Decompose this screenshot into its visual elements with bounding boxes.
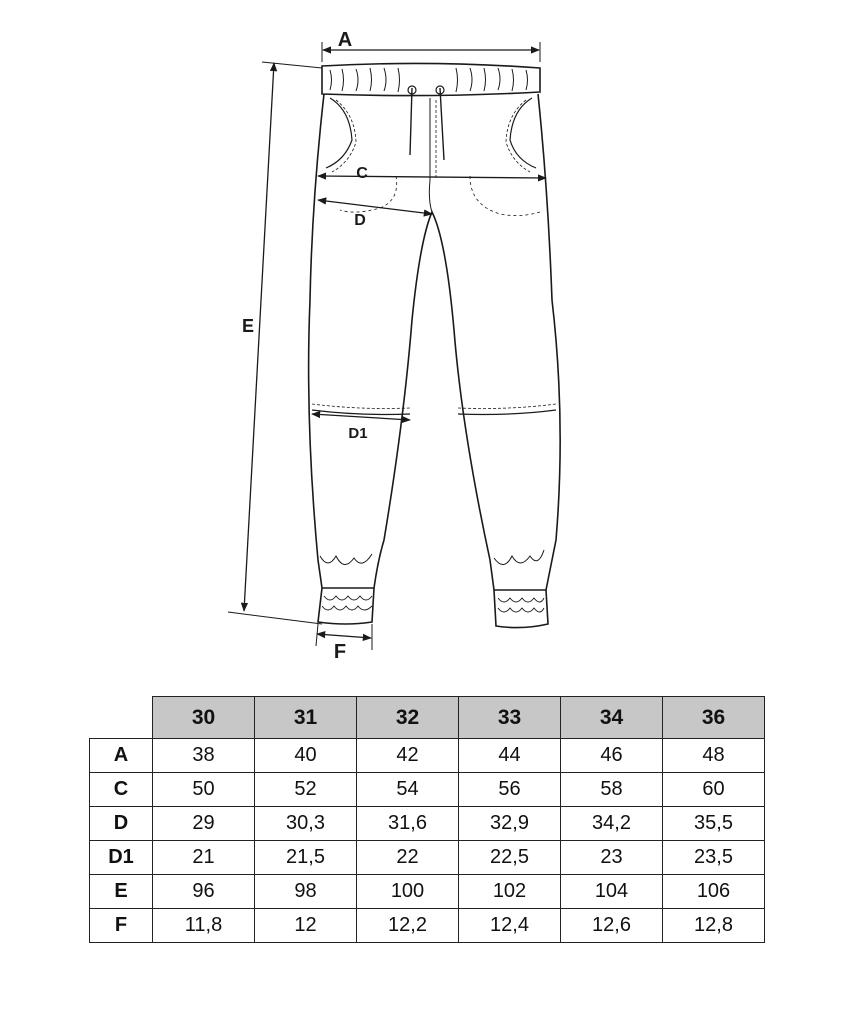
table-cell: 29 [153, 807, 255, 841]
label-a: A [337, 29, 353, 51]
table-cell: 56 [459, 773, 561, 807]
size-header-31: 31 [255, 697, 357, 739]
row-label: A [90, 739, 153, 773]
pants-outline [309, 63, 561, 627]
table-cell: 96 [153, 875, 255, 909]
table-cell: 106 [663, 875, 765, 909]
table-cell: 98 [255, 875, 357, 909]
label-f: F [333, 641, 347, 663]
table-row [90, 773, 765, 807]
table-row [90, 739, 765, 773]
table-cell: 12,8 [663, 909, 765, 943]
size-header-33: 33 [459, 697, 561, 739]
table-cell: 104 [561, 875, 663, 909]
table-cell: 58 [561, 773, 663, 807]
table-cell: 42 [357, 739, 459, 773]
table-row [90, 807, 765, 841]
table-cell: 23 [561, 841, 663, 875]
table-cell: 12 [255, 909, 357, 943]
table-corner [90, 697, 153, 739]
table-cell: 60 [663, 773, 765, 807]
table-cell: 32,9 [459, 807, 561, 841]
table-cell: 23,5 [663, 841, 765, 875]
label-d1: D1 [348, 425, 368, 442]
table-cell: 34,2 [561, 807, 663, 841]
table-row [90, 909, 765, 943]
table-cell: 46 [561, 739, 663, 773]
table-cell: 38 [153, 739, 255, 773]
row-label: E [90, 875, 153, 909]
table-cell: 54 [357, 773, 459, 807]
size-header-30: 30 [153, 697, 255, 739]
table-cell: 35,5 [663, 807, 765, 841]
measurement-lines [228, 42, 546, 650]
row-label: D1 [90, 841, 153, 875]
size-header-34: 34 [561, 697, 663, 739]
size-header-36: 36 [663, 697, 765, 739]
label-e: E [241, 316, 255, 336]
size-header-row [90, 697, 765, 739]
table-cell: 12,6 [561, 909, 663, 943]
table-cell: 40 [255, 739, 357, 773]
table-row [90, 841, 765, 875]
table-cell: 44 [459, 739, 561, 773]
label-c: C [356, 165, 368, 182]
table-cell: 12,4 [459, 909, 561, 943]
table-cell: 22,5 [459, 841, 561, 875]
row-label: D [90, 807, 153, 841]
label-d: D [354, 212, 366, 229]
table-cell: 48 [663, 739, 765, 773]
table-cell: 30,3 [255, 807, 357, 841]
table-cell: 21,5 [255, 841, 357, 875]
table-row [90, 875, 765, 909]
table-cell: 102 [459, 875, 561, 909]
table-cell: 50 [153, 773, 255, 807]
table-cell: 12,2 [357, 909, 459, 943]
size-header-32: 32 [357, 697, 459, 739]
table-cell: 21 [153, 841, 255, 875]
table-cell: 52 [255, 773, 357, 807]
size-chart-table [89, 696, 765, 943]
row-label: F [90, 909, 153, 943]
table-cell: 100 [357, 875, 459, 909]
table-cell: 22 [357, 841, 459, 875]
row-label: C [90, 773, 153, 807]
table-cell: 31,6 [357, 807, 459, 841]
table-cell: 11,8 [153, 909, 255, 943]
